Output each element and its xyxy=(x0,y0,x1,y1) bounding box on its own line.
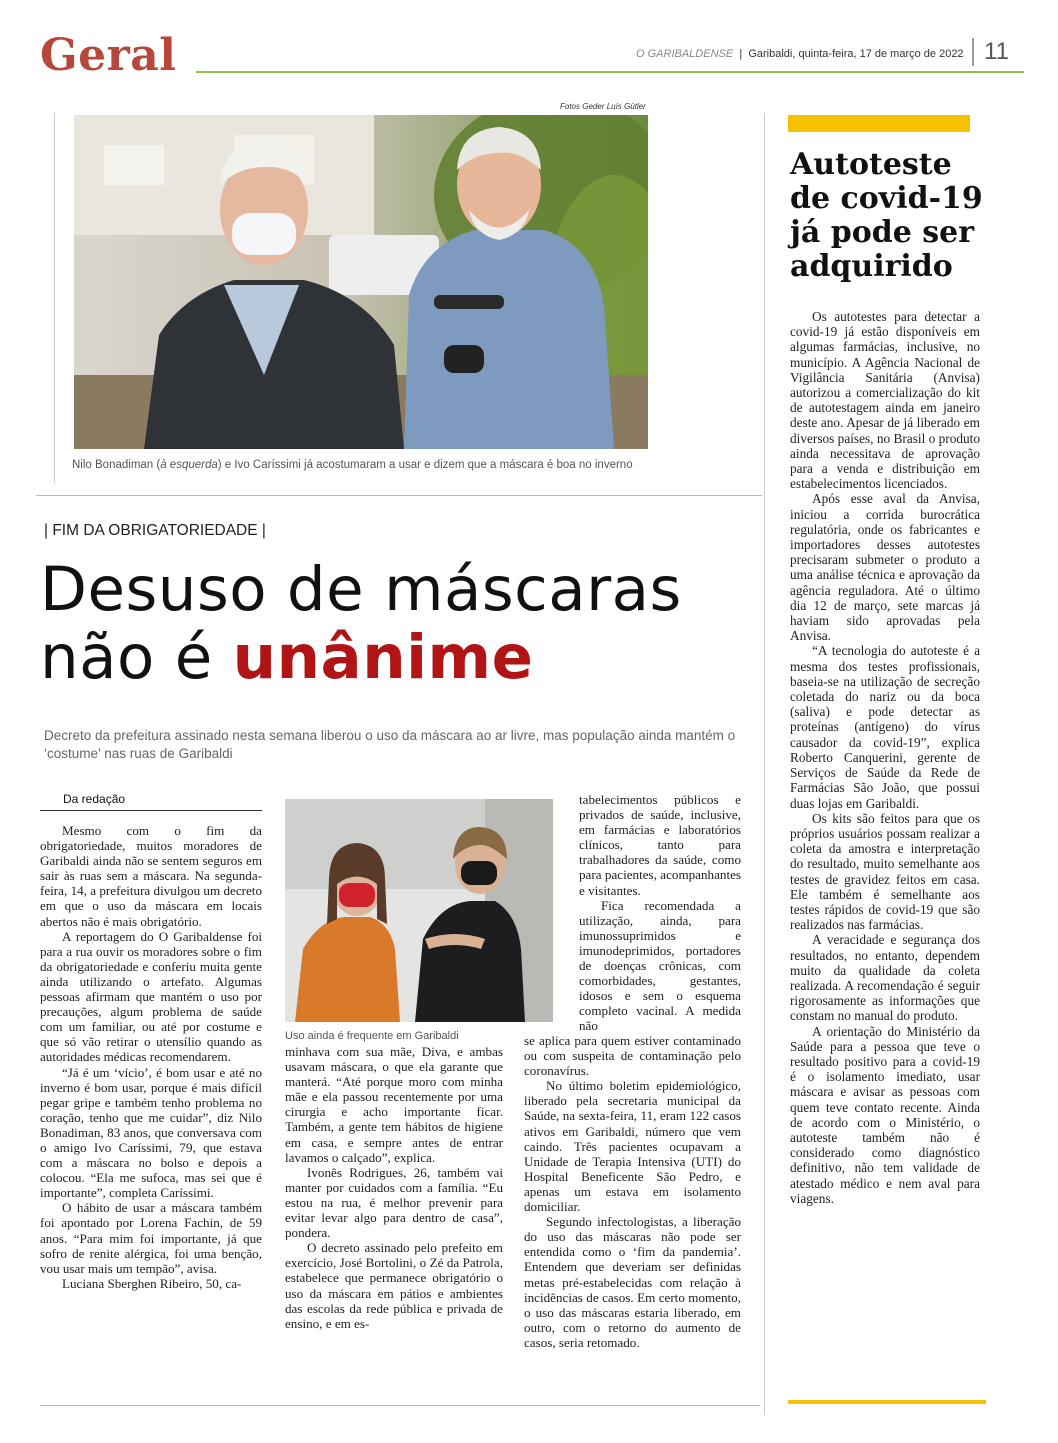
newspaper-name: O GARIBALDENSE xyxy=(636,48,734,60)
paragraph: No último boletim epidemiológico, liberado pela secretaria municipal da Saúde, na sexta-feira, 11, eram 122 casos ativos em Garibaldi, número que vem caindo. Três pacientes ocupavam a Unidade de Terapia Intensiva (UTI) do Hospital Beneficente São Pedro, e apenas um estava em isolamento domiciliar. xyxy=(524,1078,741,1215)
byline: Da redação xyxy=(63,792,126,806)
street-photo-caption: Uso ainda é frequente em Garibaldi xyxy=(285,1030,459,1042)
paragraph: Segundo infectologistas, a liberação do uso das máscaras não pode ser entendida como o ‘fim da pandemia’. Entendem que deveriam ser definidas metas pré-estabelecidas com relação à incidências de casos. Em certo momento, o uso das máscaras estaria liberado, em outro, com o retorno do aumento de casos, seria retomado. xyxy=(524,1214,741,1350)
article-column-3-top xyxy=(579,792,741,1034)
paragraph: se aplica para quem estiver contaminado ou com suspeita de contaminação pelo coronavírus. xyxy=(524,1033,741,1079)
byline-rule xyxy=(40,810,262,811)
page-number: 11 xyxy=(972,38,1009,66)
section-rule xyxy=(36,495,762,496)
photo-credit: Fotos Geder Luís Gütler xyxy=(560,102,646,111)
column-divider xyxy=(54,113,55,483)
headline xyxy=(40,556,682,692)
sidebar-divider xyxy=(764,113,765,1415)
sidebar-title: Autoteste de covid-19 já pode ser adquirido xyxy=(790,147,983,284)
sidebar-bottom-bar xyxy=(788,1400,986,1404)
article-column-1 xyxy=(40,823,262,1291)
caption-italic: à esquerda xyxy=(160,459,218,471)
paragraph: tabelecimentos públicos e privados de saúde, inclusive, em farmácias e laboratórios clínicos, tanto para trabalhadores da saúde, como para pacientes, acompanhantes e visitantes. xyxy=(579,792,741,898)
article-column-2 xyxy=(285,1044,503,1331)
paragraph: Mesmo com o fim da obrigatoriedade, muitos moradores de Garibaldi ainda não se sentem seguros em sair às ruas sem a máscara. Na segunda-feira, 14, a prefeitura divulgou um decreto em que o uso da máscara em locais abertos não é mais obrigatório. xyxy=(40,823,262,929)
paragraph: O hábito de usar a máscara também foi apontado por Lorena Fachin, de 59 anos. “Para mim foi importante, já que sofro de renite alérgica, foi uma benção, vou usar mais um tempão”, avisa. xyxy=(40,1200,262,1276)
article-column-3-bottom xyxy=(524,1033,741,1350)
paragraph: Luciana Sberghen Ribeiro, 50, ca- xyxy=(62,1275,242,1291)
headline-line-1: Desuso de máscaras xyxy=(40,554,682,625)
paragraph: Ivonês Rodrigues, 26, também vai manter por cuidados com a família. “Eu estou na rua, é melhor prevenir para evitar levar algo para dentro de casa”, pondera. xyxy=(285,1164,503,1241)
top-photo xyxy=(74,115,648,449)
dateline: Garibaldi, quinta-feira, 17 de março de 2022 xyxy=(748,48,964,60)
deck: Decreto da prefeitura assinado nesta semana liberou o uso da máscara ao ar livre, mas população ainda mantém o ‘costume’ nas ruas de Garibaldi xyxy=(44,728,736,761)
sidebar-accent-bar xyxy=(788,115,970,132)
headline-line-2: não é unânime xyxy=(40,622,534,693)
top-photo-caption: Nilo Bonadiman (à esquerda) e Ivo Caríssimi já acostumaram a usar e dizem que a máscara é boa no inverno xyxy=(72,459,633,471)
paragraph: A veracidade e segurança dos resultados, no entanto, dependem muito da qualidade da coleta realizada. A recomendação é seguir rigorosamente as informações que constam no manual do produto. xyxy=(790,932,980,1024)
headline-highlight: unânime xyxy=(232,622,534,693)
paragraph: Os kits são feitos para que os próprios usuários possam realizar a coleta da amostra e interpretação do resultado, muito semelhante aos testes de gravidez feitos em casa. Ele também é semelhante aos testes rápidos de covid-19 que são realizados nas farmácias. xyxy=(790,810,980,933)
paragraph: A reportagem do O Garibaldense foi para a rua ouvir os moradores sobre o fim da obrigatoriedade e conferiu muita gente ainda utilizando o artefato. Algumas pessoas afirmam que mantém o uso por precauções, algum problema de saúde com um familiar, ou até por costume e que só vão retirar o utensílio quando as autoridades médicas recomendarem. xyxy=(40,928,262,1065)
paragraph: Os autotestes para detectar a covid-19 já estão disponíveis em algumas farmácias, inclusive, no município. A Agência Nacional de Vigilância Sanitária (Anvisa) autorizou a comercialização do kit de autotestagem ainda em janeiro deste ano. Apesar de já liberado em diversos países, no Brasil o produto ainda necessitava de aprovação para a venda e distribuição em estabelecimentos licenciados. xyxy=(790,309,980,492)
bottom-rule xyxy=(40,1405,760,1406)
paragraph: “Já é um ‘vício’, é bom usar e até no inverno é bom usar, porque é mais difícil pegar gripe e também tenho problema no coração, tenho que me cuidar”, diz Nilo Bonadiman, 83 anos, que conversava com o amigo Ivo Caríssimi, 79, que estava com a máscara no bolso e depois a colocou. “Ela me sufoca, mas sei que é importante”, completa Caríssimi. xyxy=(40,1064,262,1201)
paragraph: O decreto assinado pelo prefeito em exercício, José Bortolini, o Zé da Patrola, estabelece que permanece obrigatório o uso da máscara em pátios e ambientes das escolas da rede pública e privada de ensino, e em es- xyxy=(285,1240,503,1331)
street-photo xyxy=(285,799,553,1022)
paragraph: minhava com sua mãe, Diva, e ambas usavam máscara, o que ela garante que manterá. “Até porque moro com minha mãe e ela passou recentemente por uma cirurgia e acho importante ficar. Também, a gente tem hábitos de higiene em casa, e sempre antes de entrar lavamos o calçado”, explica. xyxy=(285,1044,503,1165)
kicker: | FIM DA OBRIGATORIEDADE | xyxy=(44,522,266,539)
paragraph: A orientação do Ministério da Saúde para a pessoa que teve o resultado positivo para a covid-19 é o isolamento imediato, usar máscara e avisar as pessoas com quem teve contato recente. Ainda de acordo com o Ministério, o autoteste também não é considerado como diagnóstico definitivo, não tem validade de atestado médico e nem aval para viagens. xyxy=(790,1023,980,1206)
paragraph: Fica recomendada a utilização, ainda, para imunossuprimidos e imunodeprimidos, portadores de doenças crônicas, com comorbidades, gestantes, idosos e sem o esquema completo vacinal. A medida não xyxy=(579,897,741,1034)
paragraph: Após esse aval da Anvisa, iniciou a corrida burocrática regulatória, onde os fabricantes e importadores desses autotestes precisaram submeter o produto a uma análise técnica e aprovação da agência reguladora. Até o último dia 12 de março, sete marcas já haviam sido aprovadas pela Anvisa. xyxy=(790,491,980,644)
sidebar-body xyxy=(790,309,980,1206)
masthead xyxy=(636,48,964,60)
masthead-separator: | xyxy=(736,48,746,60)
header-rule xyxy=(196,71,1024,73)
section-title: Geral xyxy=(40,30,177,81)
paragraph: “A tecnologia do autoteste é a mesma dos testes profissionais, baseia-se na utilização de secreção coletada do nariz ou da boca (saliva) e pode detectar as proteínas (antígeno) do vírus causador da covid-19”, explica Roberto Canquerini, gerente de Serviços de Saúde da Rede de Farmácias São João, que possui duas lojas em Garibaldi. xyxy=(790,643,980,811)
